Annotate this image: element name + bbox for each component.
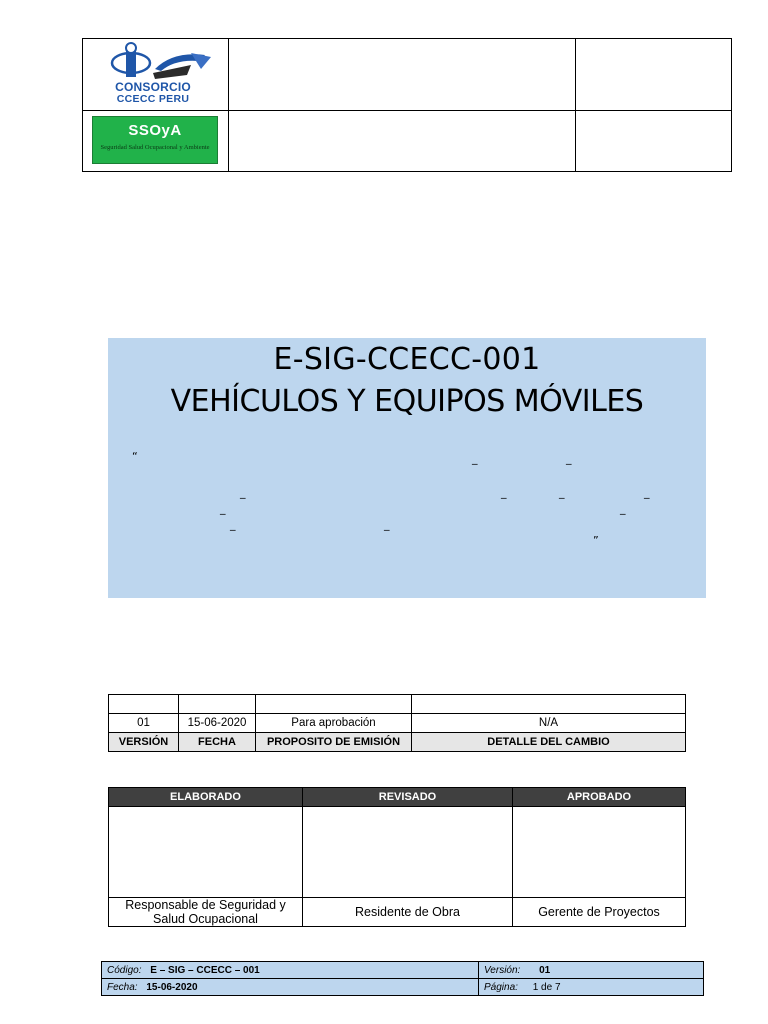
header-elaborado: ELABORADO [109, 788, 303, 807]
consorcio-emblem-icon [83, 39, 228, 83]
table-row-empty [109, 695, 686, 714]
consorcio-logo-cell [83, 39, 229, 111]
approval-table [108, 787, 686, 927]
footer-page-label: Página: [484, 981, 518, 993]
document-code-title: E-SIG-CCECC-001 [273, 342, 541, 377]
underscore-mark: _ [566, 452, 572, 465]
footer-page-cell [479, 979, 704, 996]
table-header-row [109, 788, 686, 807]
footer-version-value: 01 [539, 964, 551, 976]
role-aprobado: Gerente de Proyectos [513, 898, 686, 927]
table-header-row [109, 733, 686, 752]
footer-version-label: Versión: [484, 964, 521, 976]
close-quote-mark: ” [593, 534, 599, 547]
footer-row [102, 962, 704, 979]
underscore-mark: _ [559, 486, 565, 499]
logo-text-consorcio: CONSORCIO [115, 80, 191, 94]
logo-text-ccecc-peru: CCECC PERU [116, 93, 190, 105]
header-version: VERSIÓN [109, 733, 179, 752]
underscore-mark: _ [644, 486, 650, 499]
signature-row [109, 807, 686, 898]
footer-version-cell [479, 962, 704, 979]
footer-page-value: 1 de 7 [532, 981, 561, 993]
role-revisado: Residente de Obra [303, 898, 513, 927]
consorcio-logo [83, 39, 228, 110]
underscore-mark: _ [501, 486, 507, 499]
header-date: FECHA [179, 733, 256, 752]
signature-box-aprobado [513, 807, 686, 898]
footer-code-label: Código: [107, 964, 142, 976]
document-title: VEHÍCULOS Y EQUIPOS MÓVILES [170, 384, 644, 419]
signature-box-elaborado [109, 807, 303, 898]
header-right-cell [576, 39, 732, 111]
underscore-mark: _ [472, 452, 478, 465]
footer-date-value: 15-06-2020 [146, 981, 198, 993]
underscore-mark: _ [240, 486, 246, 499]
header-center-cell-2 [229, 111, 576, 172]
header-change-detail: DETALLE DEL CAMBIO [412, 733, 686, 752]
ssoya-title: SSOyA [128, 122, 182, 139]
purpose-cell: Para aprobación [256, 714, 412, 733]
document-footer-table [101, 961, 704, 996]
underscore-mark: _ [384, 518, 390, 531]
date-cell: 15-06-2020 [179, 714, 256, 733]
title-block [108, 338, 706, 598]
header-right-cell-2 [576, 111, 732, 172]
table-row [109, 714, 686, 733]
underscore-mark: _ [220, 502, 226, 515]
ssoya-subtitle: Seguridad Salud Ocupacional y Ambiente [100, 144, 210, 151]
ssoya-logo [92, 116, 218, 164]
signature-box-revisado [303, 807, 513, 898]
footer-code-cell [102, 962, 479, 979]
version-cell: 01 [109, 714, 179, 733]
underscore-mark: _ [230, 518, 236, 531]
document-header-table [82, 38, 732, 172]
footer-date-label: Fecha: [107, 981, 138, 993]
footer-code-value: E – SIG – CCECC – 001 [150, 964, 260, 976]
ssoya-logo-cell [83, 111, 229, 172]
underscore-mark: _ [620, 502, 626, 515]
change-detail-cell: N/A [412, 714, 686, 733]
header-center-cell [229, 39, 576, 111]
footer-date-cell [102, 979, 479, 996]
role-elaborado: Responsable de Seguridad y Salud Ocupacional [109, 898, 303, 927]
header-revisado: REVISADO [303, 788, 513, 807]
version-history-table [108, 694, 686, 752]
header-purpose: PROPOSITO DE EMISIÓN [256, 733, 412, 752]
role-row [109, 898, 686, 927]
footer-row [102, 979, 704, 996]
open-quote-mark: “ [132, 450, 138, 463]
header-aprobado: APROBADO [513, 788, 686, 807]
